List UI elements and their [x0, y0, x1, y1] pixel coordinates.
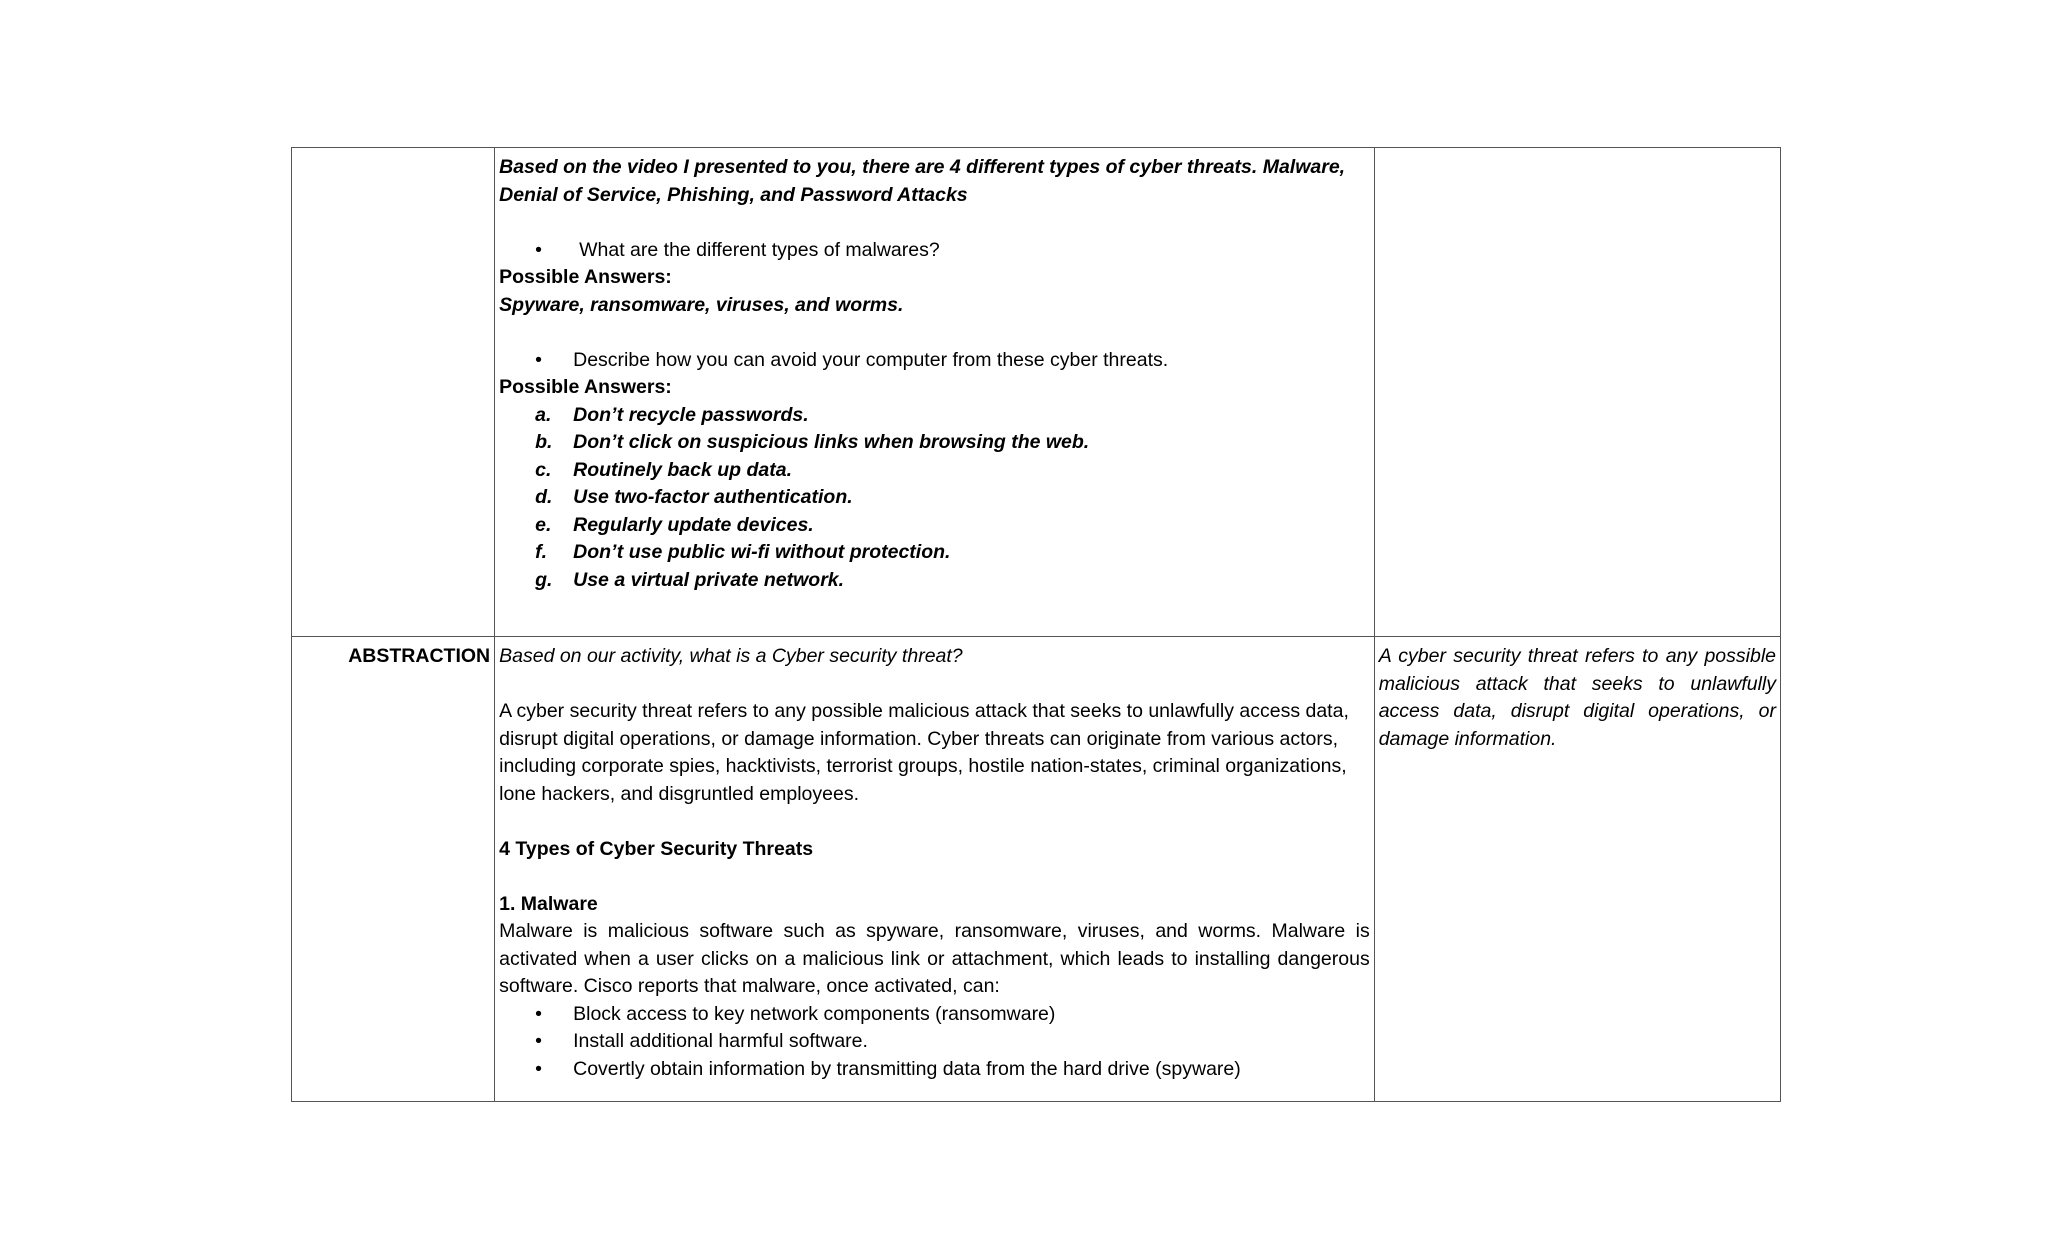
answer-malware-types: Spyware, ransomware, viruses, and worms. — [499, 293, 904, 316]
question-list — [499, 347, 1370, 375]
question-avoid-threats: • Describe how you can avoid your computer from these cyber threats. — [499, 347, 1370, 375]
malware-description: Malware is malicious software such as spyware, ransomware, viruses, and worms. Malware is activated when a user clicks on a malicious link or attachment, which leads to installing dangerous software. Cisco reports that malware, once activated, can: — [499, 920, 1370, 997]
list-item: • Block access to key network components (ransomware) — [499, 1001, 1370, 1029]
list-item: b. Don’t click on suspicious links when browsing the web. — [535, 431, 1090, 453]
list-item: f. Don’t use public wi-fi without protection. — [535, 541, 951, 563]
list-item: • Install additional harmful software. — [499, 1028, 1370, 1056]
question-malware-types: • What are the different types of malwares? — [499, 237, 1370, 265]
types-heading: 4 Types of Cyber Security Threats — [499, 837, 814, 860]
threat-definition: A cyber security threat refers to any possible malicious attack that seeks to unlawfully access data, disrupt digital operations, or damage information. Cyber threats can originate from various actors, including corporate spies, hacktivists, terrorist groups, hostile nation-states, criminal organizations, lone hackers, and disgruntled employees. — [499, 700, 1349, 805]
possible-answers-label: Possible Answers: — [499, 266, 672, 288]
list-item: a. Don’t recycle passwords. — [535, 403, 809, 426]
list-item: c. Routinely back up data. — [535, 458, 792, 481]
notes-cell — [1374, 637, 1780, 1102]
content-cell — [495, 637, 1375, 1102]
content-cell — [495, 148, 1375, 637]
malware-heading: 1. Malware — [499, 892, 598, 915]
notes-cell — [1374, 148, 1780, 637]
possible-answers-label: Possible Answers: — [499, 376, 672, 398]
lesson-plan-table — [291, 147, 1781, 1102]
activity-intro: Based on the video I presented to you, there are 4 different types of cyber threats. Malware, Denial of Service, Phishing, and Password Attacks — [499, 156, 1346, 206]
list-item: g. Use a virtual private network. — [535, 568, 845, 591]
table-row — [292, 637, 1781, 1102]
table-row — [292, 148, 1781, 637]
list-item: d. Use two-factor authentication. — [535, 486, 853, 508]
row-label-cell — [292, 148, 495, 637]
safety-tips-list — [499, 402, 1370, 595]
abstraction-label: ABSTRACTION — [292, 637, 495, 1102]
list-item: • Covertly obtain information by transmitting data from the hard drive (spyware) — [499, 1056, 1370, 1084]
list-item: e. Regularly update devices. — [535, 513, 814, 536]
abstraction-question: Based on our activity, what is a Cyber security threat? — [499, 645, 963, 667]
notes-definition: A cyber security threat refers to any possible malicious attack that seeks to unlawfully access data, disrupt digital operations, or damage information. — [1378, 645, 1776, 750]
question-list — [499, 237, 1370, 265]
malware-effects-list — [499, 1001, 1370, 1084]
